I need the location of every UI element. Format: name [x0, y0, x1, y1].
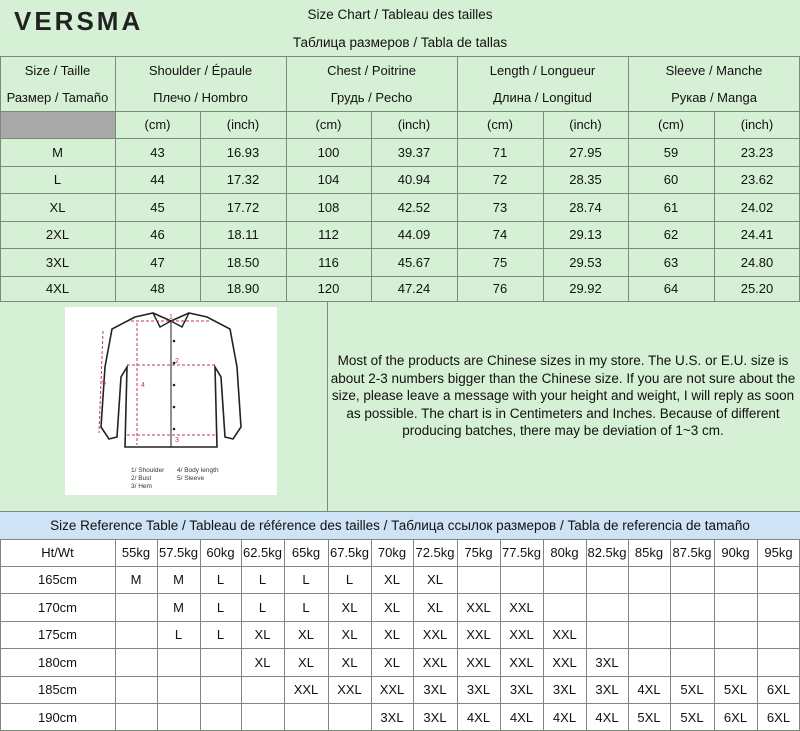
size-cell: 46	[150, 227, 165, 242]
ref-size-cell	[241, 703, 284, 731]
ref-weight-header: 62.5kg	[242, 545, 283, 560]
size-cell: 44	[150, 172, 165, 187]
ref-size-cell: 3XL	[595, 682, 619, 697]
ref-size-cell: XXL	[466, 654, 491, 670]
ref-size-cell: 3XL	[595, 654, 619, 670]
size-cell: 39.37	[397, 144, 431, 160]
ref-size-cell: XXL	[552, 654, 577, 670]
col-header-alt-1: Грудь / Pecho	[330, 90, 413, 105]
legend-sleeve: 5/ Sleeve	[177, 475, 205, 482]
ref-title: Size Reference Table / Tableau de référence des tailles / Таблица ссылок размеров / Tabla de referencia de tamaño	[50, 517, 750, 533]
ref-size-cell	[157, 676, 200, 703]
ref-size-cell: XXL	[422, 654, 448, 670]
ref-size-cell	[628, 593, 670, 621]
unit-inch: (inch)	[569, 117, 602, 132]
ref-size-cell	[714, 621, 757, 648]
ref-size-cell	[157, 648, 200, 676]
size-cell: 44.09	[397, 227, 431, 242]
ref-size-cell: XL	[341, 627, 358, 642]
ref-size-cell	[670, 648, 714, 676]
size-cell: 28.74	[569, 199, 602, 215]
ref-size-cell: 6XL	[723, 709, 748, 725]
ref-size-cell: 6XL	[766, 709, 791, 725]
ref-weight-header: 72.5kg	[415, 545, 455, 560]
ref-size-cell	[157, 703, 200, 731]
legend-body-length: 4/ Body length	[177, 467, 219, 474]
diagram-mark-2: 2	[175, 358, 179, 365]
ref-weight-header: 65kg	[291, 545, 321, 560]
size-cell: 59	[663, 144, 679, 160]
size-cell: 60	[663, 172, 679, 187]
ref-size-cell: XL	[298, 627, 314, 642]
ref-weight-header: 57.5kg	[158, 545, 199, 560]
ref-size-cell	[714, 648, 757, 676]
ref-size-cell	[543, 566, 586, 593]
size-cell: 23.62	[740, 172, 774, 187]
size-cell: 24.41	[740, 227, 774, 242]
ref-size-cell	[328, 703, 371, 731]
ref-size-cell	[714, 593, 757, 621]
unit-cm: (cm)	[144, 117, 171, 132]
ref-size-cell	[757, 566, 800, 593]
ref-weight-header: 87.5kg	[672, 545, 712, 560]
ref-size-cell	[628, 648, 670, 676]
ref-size-cell: L	[258, 572, 267, 587]
ref-weight-header: 55kg	[121, 545, 151, 560]
size-label: 4XL	[45, 281, 70, 296]
ref-size-cell: 4XL	[509, 709, 534, 725]
ref-size-cell: XL	[427, 572, 443, 587]
ref-size-cell: XL	[427, 599, 443, 615]
ref-weight-header: 77.5kg	[501, 545, 542, 560]
ref-size-cell	[115, 703, 157, 731]
size-cell: 72	[492, 172, 508, 187]
shirt-measurement-diagram	[65, 307, 277, 495]
size-cell: 23.23	[740, 144, 774, 160]
legend-bust: 2/ Bust	[131, 475, 152, 482]
size-cell: 63	[663, 254, 679, 270]
size-cell: 48	[150, 281, 165, 296]
ref-size-cell: XXL	[422, 627, 448, 642]
ref-size-cell: 4XL	[466, 709, 491, 725]
ref-size-cell: XXL	[509, 627, 534, 642]
size-cell: 104	[317, 172, 340, 187]
ref-size-cell: 3XL	[423, 709, 447, 725]
ref-size-cell: XL	[254, 627, 271, 642]
ref-size-cell: 3XL	[466, 682, 491, 697]
ref-size-cell: M	[173, 599, 184, 615]
ref-size-cell: XXL	[466, 627, 491, 642]
size-header-2: Размер / Tamaño	[6, 90, 109, 105]
ref-weight-header: 82.5kg	[587, 545, 627, 560]
ref-size-cell: L	[302, 599, 310, 615]
shirt-icon	[65, 307, 277, 495]
size-cell: 45	[150, 199, 165, 215]
size-cell: 45.67	[397, 254, 431, 270]
col-header-alt-0: Плечо / Hombro	[153, 90, 248, 105]
unit-inch: (inch)	[397, 117, 431, 132]
ref-height-label: 190cm	[37, 709, 78, 725]
ref-size-cell: 3XL	[509, 682, 534, 697]
size-cell: 17.72	[226, 199, 260, 215]
chart-title-2: Таблица размеров / Tabla de tallas	[292, 34, 508, 50]
size-cell: 43	[150, 144, 165, 160]
size-cell: 74	[492, 227, 508, 242]
ref-size-cell	[757, 593, 800, 621]
size-cell: 73	[492, 199, 508, 215]
ref-size-cell	[670, 593, 714, 621]
ref-size-cell: XXL	[337, 682, 362, 697]
size-cell: 29.53	[569, 254, 602, 270]
size-cell: 18.90	[226, 281, 260, 296]
size-cell: 61	[663, 199, 679, 215]
size-cell: 18.50	[226, 254, 260, 270]
size-cell: 18.11	[227, 227, 259, 242]
size-cell: 47	[150, 254, 165, 270]
ref-size-cell: 3XL	[380, 709, 404, 725]
ref-height-label: 175cm	[37, 627, 78, 642]
ref-size-cell	[200, 648, 241, 676]
size-cell: 100	[317, 144, 340, 160]
ref-size-cell: XXL	[466, 599, 491, 615]
col-header-2: Length / Longueur	[489, 62, 596, 78]
ref-size-cell: XL	[384, 599, 400, 615]
size-cell: 25.20	[740, 281, 774, 296]
size-cell: 17.32	[226, 172, 260, 187]
ref-height-label: 165cm	[37, 572, 78, 587]
ref-size-cell: XL	[254, 654, 271, 670]
ref-weight-header: 67.5kg	[329, 545, 370, 560]
ref-size-cell	[628, 566, 670, 593]
ref-size-cell	[670, 566, 714, 593]
size-cell: 29.13	[569, 227, 602, 242]
ref-weight-header: 95kg	[764, 545, 793, 560]
col-header-alt-3: Рукав / Manga	[671, 90, 757, 105]
ref-size-cell	[457, 566, 500, 593]
col-header-3: Sleeve / Manche	[665, 62, 763, 78]
ref-size-cell	[543, 593, 586, 621]
ref-size-cell: 3XL	[423, 682, 447, 697]
ref-size-cell: XXL	[509, 599, 534, 615]
size-cell: 120	[317, 281, 340, 296]
size-label: L	[53, 172, 62, 187]
ref-size-cell	[115, 676, 157, 703]
ref-size-cell: XL	[384, 572, 400, 587]
legend-shoulder: 1/ Shoulder	[131, 467, 165, 474]
ref-weight-header: 75kg	[464, 545, 493, 560]
ref-size-cell	[670, 621, 714, 648]
ref-size-cell: L	[258, 599, 267, 615]
ref-size-cell: XL	[384, 654, 400, 670]
ref-size-cell	[586, 621, 628, 648]
brand-logo: VERSMA	[14, 6, 144, 36]
ref-size-cell: 4XL	[595, 709, 619, 725]
ref-size-cell: XXL	[509, 654, 534, 670]
ref-height-label: 185cm	[37, 682, 78, 697]
size-cell: 75	[492, 254, 508, 270]
ref-weight-header: 90kg	[721, 545, 750, 560]
diagram-mark-1: 1	[169, 314, 173, 321]
ref-size-cell: 5XL	[680, 682, 704, 697]
size-cell: 42.52	[397, 199, 431, 215]
ref-size-cell	[586, 593, 628, 621]
col-header-0: Shoulder / Épaule	[148, 62, 253, 78]
size-cell: 71	[492, 144, 508, 160]
ref-size-cell: L	[216, 572, 225, 587]
diagram-mark-4: 4	[141, 382, 145, 389]
size-cell: 108	[317, 199, 340, 215]
ref-size-cell	[714, 566, 757, 593]
size-cell: 62	[663, 227, 679, 242]
size-cell: 27.95	[569, 144, 602, 160]
legend-hem: 3/ Hem	[131, 483, 152, 490]
ref-weight-header: 70kg	[377, 545, 407, 560]
size-unit-blank	[1, 112, 115, 138]
diagram-mark-5: 5	[102, 380, 106, 387]
ref-size-cell	[500, 566, 543, 593]
ref-size-cell: XXL	[293, 682, 319, 697]
size-label: 3XL	[45, 254, 70, 270]
ref-size-cell	[284, 703, 328, 731]
ref-size-cell: M	[173, 572, 184, 587]
ref-weight-header: 60kg	[206, 545, 235, 560]
ref-size-cell: 4XL	[552, 709, 577, 725]
size-cell: 112	[318, 227, 339, 242]
chart-title: Size Chart / Tableau des tailles	[307, 6, 493, 22]
ref-size-cell: 5XL	[723, 682, 748, 697]
ref-size-cell	[757, 621, 800, 648]
size-cell: 47.24	[397, 281, 431, 296]
size-cell: 24.02	[740, 199, 774, 215]
ref-size-cell	[628, 621, 670, 648]
size-cell: 29.92	[569, 281, 602, 296]
ref-size-cell: 4XL	[637, 682, 661, 697]
size-cell: 16.93	[226, 144, 260, 160]
unit-cm: (cm)	[658, 117, 684, 132]
ref-size-cell: XL	[341, 654, 358, 670]
ref-corner-header: Ht/Wt	[41, 545, 74, 560]
ref-size-cell: L	[216, 627, 225, 642]
size-label: XL	[49, 199, 66, 215]
ref-size-cell: L	[216, 599, 225, 615]
diagram-mark-3: 3	[175, 437, 179, 444]
ref-size-cell: XL	[298, 654, 314, 670]
size-label: 2XL	[45, 227, 70, 242]
ref-weight-header: 85kg	[634, 545, 664, 560]
size-note: Most of the products are Chinese sizes in my store. The U.S. or E.U. size is about 2-3 numbers bigger than the Chinese size. If you are not sure about the size, please leave a message with your height and weight, I will reply as soon as possible. The chart is in Centimeters and Inches. Because of different producing batches, there may be deviation of 1~3 cm.	[330, 353, 796, 438]
ref-size-cell: 6XL	[766, 682, 791, 697]
ref-size-cell: M	[130, 572, 142, 587]
size-cell: 64	[663, 281, 679, 296]
col-header-1: Chest / Poitrine	[327, 62, 416, 78]
unit-inch: (inch)	[226, 117, 260, 132]
ref-size-cell: 5XL	[680, 709, 704, 725]
ref-size-cell	[115, 621, 157, 648]
size-cell: 40.94	[397, 172, 431, 187]
ref-height-label: 170cm	[37, 599, 78, 615]
size-cell: 28.35	[569, 172, 602, 187]
ref-size-cell: XL	[384, 627, 400, 642]
ref-size-cell: XXL	[379, 682, 405, 697]
ref-size-cell	[757, 648, 800, 676]
col-header-alt-2: Длина / Longitud	[493, 90, 592, 105]
ref-size-cell: 5XL	[637, 709, 661, 725]
ref-size-cell	[115, 648, 157, 676]
ref-size-cell	[241, 676, 284, 703]
ref-size-cell: 3XL	[552, 682, 577, 697]
ref-size-cell: L	[345, 572, 354, 587]
ref-size-cell: XXL	[552, 627, 577, 642]
size-label: M	[52, 144, 63, 160]
size-cell: 116	[318, 254, 339, 270]
size-cell: 76	[492, 281, 508, 296]
size-header: Size / Taille	[24, 62, 91, 78]
unit-cm: (cm)	[487, 117, 513, 132]
ref-size-cell: L	[174, 627, 183, 642]
ref-size-cell: XL	[341, 599, 358, 615]
ref-size-cell	[115, 593, 157, 621]
unit-cm: (cm)	[315, 117, 342, 132]
ref-size-cell	[200, 676, 241, 703]
ref-height-label: 180cm	[37, 654, 78, 670]
ref-size-cell: L	[302, 572, 310, 587]
unit-inch: (inch)	[740, 117, 774, 132]
ref-weight-header: 80kg	[550, 545, 579, 560]
size-cell: 24.80	[740, 254, 774, 270]
ref-size-cell	[200, 703, 241, 731]
ref-size-cell	[586, 566, 628, 593]
